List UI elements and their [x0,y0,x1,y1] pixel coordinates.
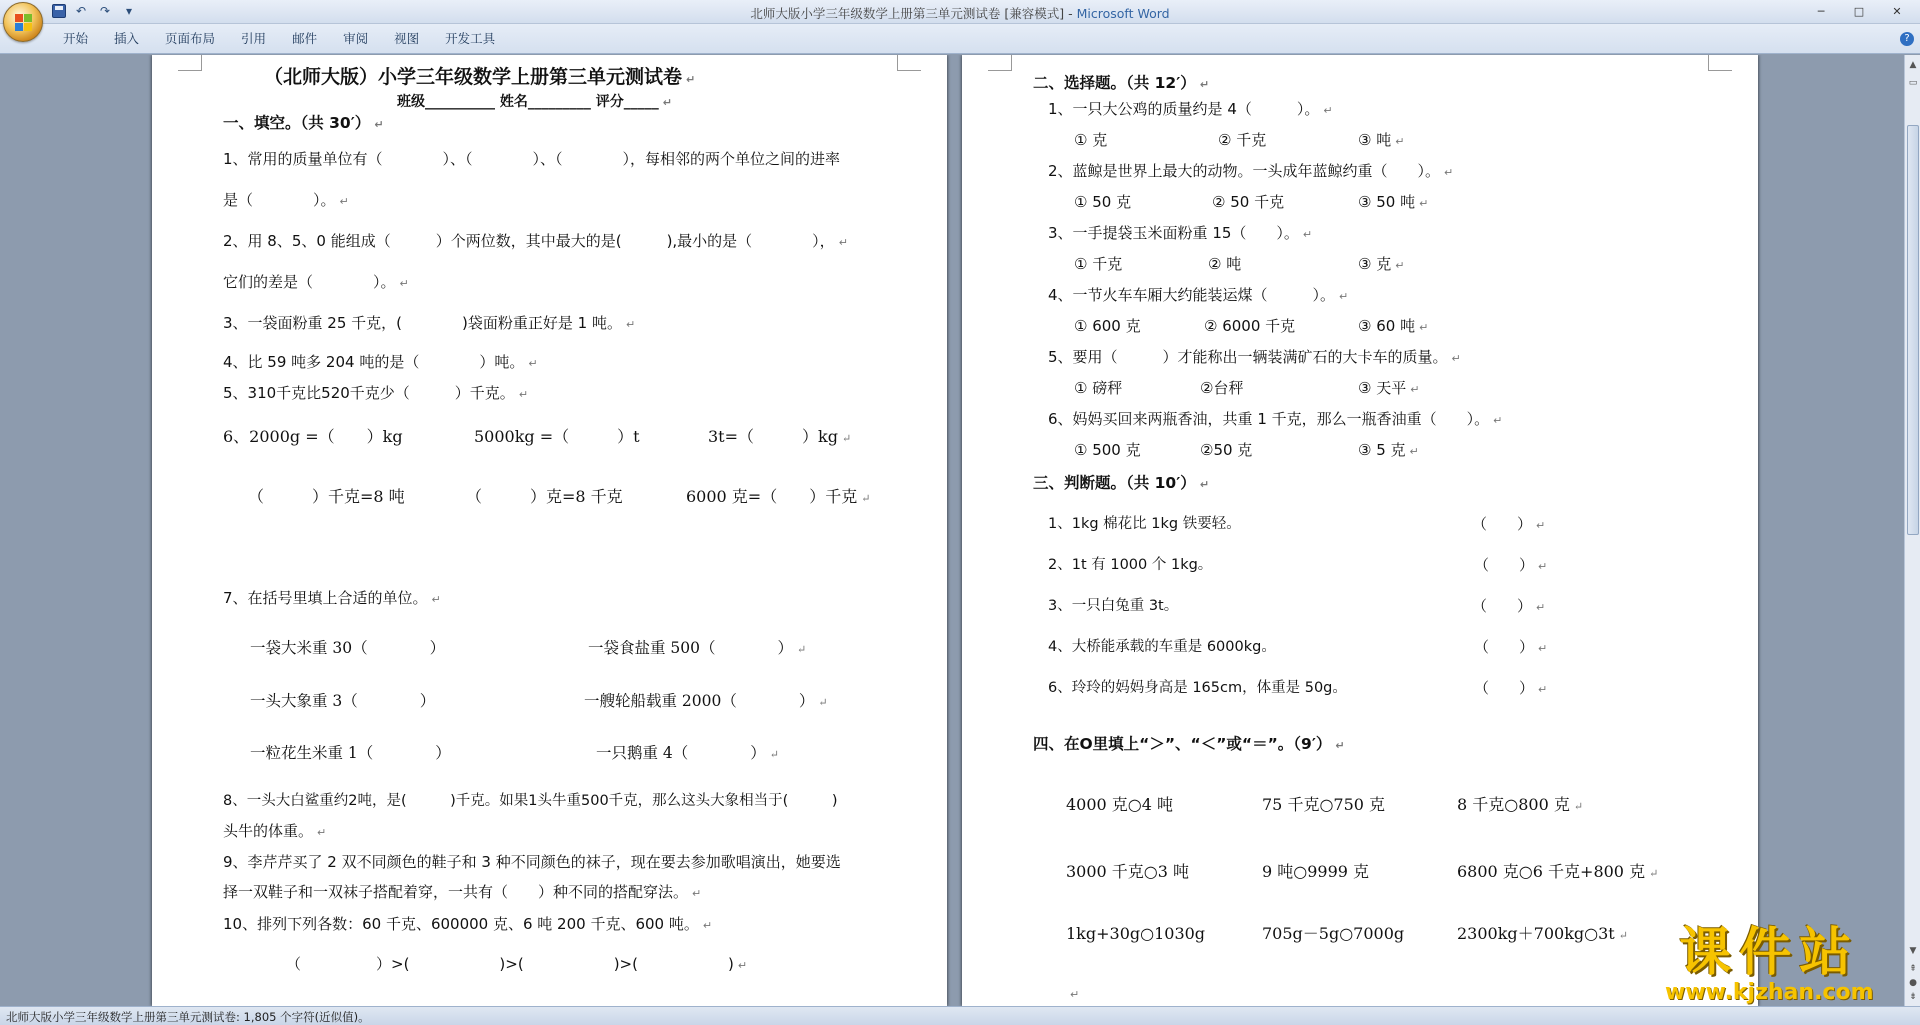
scroll-down-icon[interactable]: ▼ [1909,946,1917,956]
question-7: 7、在括号里填上合适的单位。 ↵ [223,589,441,607]
compare-1-1: 4000 克○4 吨 [1066,795,1174,814]
choice-1-option-b: ② 千克 [1218,131,1267,149]
crop-mark [1708,55,1732,71]
compare-2-1: 3000 千克○3 吨 [1066,862,1190,881]
question-1-line-2: 是（ ）。 ↵ [223,191,349,209]
choice-2: 2、蓝鲸是世界上最大的动物。一头成年蓝鲸约重（ ）。 ↵ [1048,162,1454,180]
question-5: 5、310千克比520千克少（ ）千克。 ↵ [223,384,529,402]
crop-mark [897,55,921,71]
question-7-item-2: 一袋食盐重 500（ ） ↵ [588,639,807,657]
customize-toolbar-icon[interactable]: ▾ [125,4,133,18]
office-logo-icon [15,14,33,32]
tab-view[interactable]: 视图 [394,31,420,46]
judge-2: 2、1t 有 1000 个 1kg。 [1048,557,1213,573]
watermark-logo-text: 课件站 [1679,923,1860,983]
question-8-line-2: 头牛的体重。 ↵ [223,822,327,840]
question-10-blanks: （ ）>( )>( )>( ) ↵ [286,955,748,973]
question-7-item-1: 一袋大米重 30（ ） [250,639,446,657]
question-7-item-4: 一艘轮船载重 2000（ ） ↵ [584,692,828,710]
judge-2-blank: （ ） ↵ [1474,556,1548,574]
redo-icon[interactable]: ↷ [99,4,111,18]
ribbon-tab-bar [0,24,1920,54]
help-icon[interactable]: ? [1900,32,1914,46]
select-browse-object-icon[interactable]: ● [1909,978,1917,988]
question-6-row-2-item-1: （ ）千克=8 吨 [248,487,405,506]
question-3: 3、一袋面粉重 25 千克，( )袋面粉重正好是 1 吨。 ↵ [223,314,636,332]
question-10: 10、排列下列各数：60 千克、600000 克、6 吨 200 千克、600 吨。 ↵ [223,915,713,933]
compare-3-2: 705g－5g○7000g [1262,924,1405,943]
compare-2-3: 6800 克○6 千克+800 克 ↵ [1457,862,1659,881]
judge-4: 4、大桥能承载的车重是 6000kg。 [1048,639,1276,655]
ruler-toggle-icon[interactable]: ▭ [1908,78,1918,88]
choice-5-option-c: ③ 天平 ↵ [1358,379,1420,397]
section-3-heading: 三、判断题。（共 10′） ↵ [1033,474,1210,492]
section-4-heading: 四、在O里填上“＞”、“＜”或“＝”。（9′） ↵ [1033,735,1345,753]
judge-4-blank: （ ） ↵ [1474,638,1548,656]
right-page[interactable] [962,55,1758,1006]
empty-paragraph: ↵ [1070,988,1080,1001]
judge-5: 6、玲玲的妈妈身高是 165cm，体重是 50g。 [1048,680,1347,696]
status-text: 北师大版小学三年级数学上册第三单元测试卷: 1,805 个字符(近似值)。 [6,1010,370,1024]
choice-2-option-b: ② 50 千克 [1212,193,1285,211]
choice-5-option-a: ① 磅秤 [1074,379,1123,397]
question-6-row-1-item-3: 3t=（ ）kg ↵ [708,427,852,446]
scroll-up-icon[interactable]: ▲ [1909,60,1917,70]
section-1-heading: 一、填空。（共 30′） ↵ [223,114,384,132]
minimize-button[interactable]: ─ [1817,4,1825,18]
question-7-item-3: 一头大象重 3（ ） [250,692,436,710]
title-bar [0,0,1920,24]
watermark-url: www.kjzhan.com [1665,980,1874,1005]
question-7-item-5: 一粒花生米重 1（ ） [250,744,451,762]
question-8-line-1: 8、一头大白鲨重约2吨，是( )千克。如果1头牛重500千克，那么这头大象相当于( ) [223,793,838,809]
question-2-line-1: 2、用 8、5、0 能组成（ ）个两位数，其中最大的是( ),最小的是（ ）， ↵ [223,232,848,250]
question-7-item-6: 一只鹅重 4（ ） ↵ [596,744,780,762]
choice-1-option-a: ① 克 [1074,131,1108,149]
tab-mailings[interactable]: 邮件 [292,31,318,46]
next-page-icon[interactable]: ⇟ [1909,992,1917,1002]
undo-icon[interactable]: ↶ [75,4,87,18]
document-title-heading: （北师大版）小学三年级数学上册第三单元测试卷 ↵ [264,66,696,88]
question-1-line-1: 1、常用的质量单位有（ ）、（ ）、（ ），每相邻的两个单位之间的进率 [223,150,841,168]
app-name: Microsoft Word [1076,6,1170,21]
choice-6: 6、妈妈买回来两瓶香油，共重 1 千克，那么一瓶香油重（ ）。 ↵ [1048,410,1503,428]
question-6-row-2-item-3: 6000 克=（ ）千克 ↵ [686,487,871,506]
choice-3: 3、一手提袋玉米面粉重 15（ ）。 ↵ [1048,224,1313,242]
office-button[interactable] [3,2,43,42]
crop-mark [988,55,1012,71]
maximize-button[interactable]: □ [1853,4,1865,18]
choice-1: 1、一只大公鸡的质量约是 4（ ）。 ↵ [1048,100,1333,118]
choice-6-option-b: ②50 克 [1200,441,1253,459]
question-6-row-1-item-2: 5000kg =（ ）t [474,427,640,446]
tab-references[interactable]: 引用 [241,31,267,46]
choice-4-option-c: ③ 60 吨 ↵ [1358,317,1429,335]
tab-page-layout[interactable]: 页面布局 [165,31,216,46]
ribbon-tabs [50,30,508,48]
choice-3-option-c: ③ 克 ↵ [1358,255,1405,273]
compare-1-2: 75 千克○750 克 [1262,795,1386,814]
question-6-row-2-item-2: （ ）克=8 千克 [466,487,623,506]
question-4: 4、比 59 吨多 204 吨的是（ ）吨。 ↵ [223,353,538,371]
choice-6-option-c: ③ 5 克 ↵ [1358,441,1419,459]
window-controls [1804,2,1914,20]
judge-3-blank: （ ） ↵ [1472,597,1546,615]
window-title [0,4,1920,22]
choice-6-option-a: ① 500 克 [1074,441,1141,459]
choice-5: 5、要用（ ）才能称出一辆装满矿石的大卡车的质量。 ↵ [1048,348,1461,366]
compare-1-3: 8 千克○800 克 ↵ [1457,795,1584,814]
compare-3-1: 1kg+30g○1030g [1066,924,1206,943]
choice-3-option-b: ② 吨 [1208,255,1242,273]
question-9-line-1: 9、李芹芹买了 2 双不同颜色的鞋子和 3 种不同颜色的袜子，现在要去参加歌唱演出，她要选 [223,853,841,871]
choice-4-option-b: ② 6000 千克 [1204,317,1296,335]
left-page[interactable] [152,55,947,1006]
document-area [0,55,1904,1006]
tab-insert[interactable]: 插入 [114,31,140,46]
scrollbar-thumb[interactable] [1907,125,1919,535]
choice-5-option-b: ②台秤 [1200,379,1244,397]
choice-1-option-c: ③ 吨 ↵ [1358,131,1405,149]
judge-1-blank: （ ） ↵ [1472,515,1546,533]
question-6-row-1-item-1: 6、2000g =（ ）kg [223,427,403,446]
judge-3: 3、一只白兔重 3t。 [1048,598,1179,614]
question-2-line-2: 它们的差是（ ）。 ↵ [223,273,409,291]
watermark [1665,925,1874,1005]
crop-mark [178,55,202,71]
tab-home[interactable]: 开始 [63,31,89,46]
choice-4: 4、一节火车车厢大约能装运煤（ ）。 ↵ [1048,286,1349,304]
status-bar [0,1006,1920,1025]
document-title: 北师大版小学三年级数学上册第三单元测试卷 [兼容模式] - [750,6,1077,21]
question-9-line-2: 择一双鞋子和一双袜子搭配着穿，一共有（ ）种不同的搭配穿法。 ↵ [223,883,702,901]
choice-4-option-a: ① 600 克 [1074,317,1141,335]
compare-2-2: 9 吨○9999 克 [1262,862,1370,881]
previous-page-icon[interactable]: ⇞ [1909,964,1917,974]
tab-review[interactable]: 审阅 [343,31,369,46]
judge-5-blank: （ ） ↵ [1474,679,1548,697]
tab-developer[interactable]: 开发工具 [445,31,496,46]
close-button[interactable]: ✕ [1892,4,1902,18]
student-info-line: 班级__________ 姓名_________ 评分_____ ↵ [397,94,672,110]
choice-2-option-a: ① 50 克 [1074,193,1132,211]
judge-1: 1、1kg 棉花比 1kg 铁要轻。 [1048,516,1241,532]
section-2-heading: 二、选择题。（共 12′） ↵ [1033,74,1210,92]
vertical-scrollbar[interactable] [1904,55,1920,1006]
choice-3-option-a: ① 千克 [1074,255,1123,273]
choice-2-option-c: ③ 50 吨 ↵ [1358,193,1429,211]
compare-3-3: 2300kg＋700kg○3t ↵ [1457,924,1628,943]
